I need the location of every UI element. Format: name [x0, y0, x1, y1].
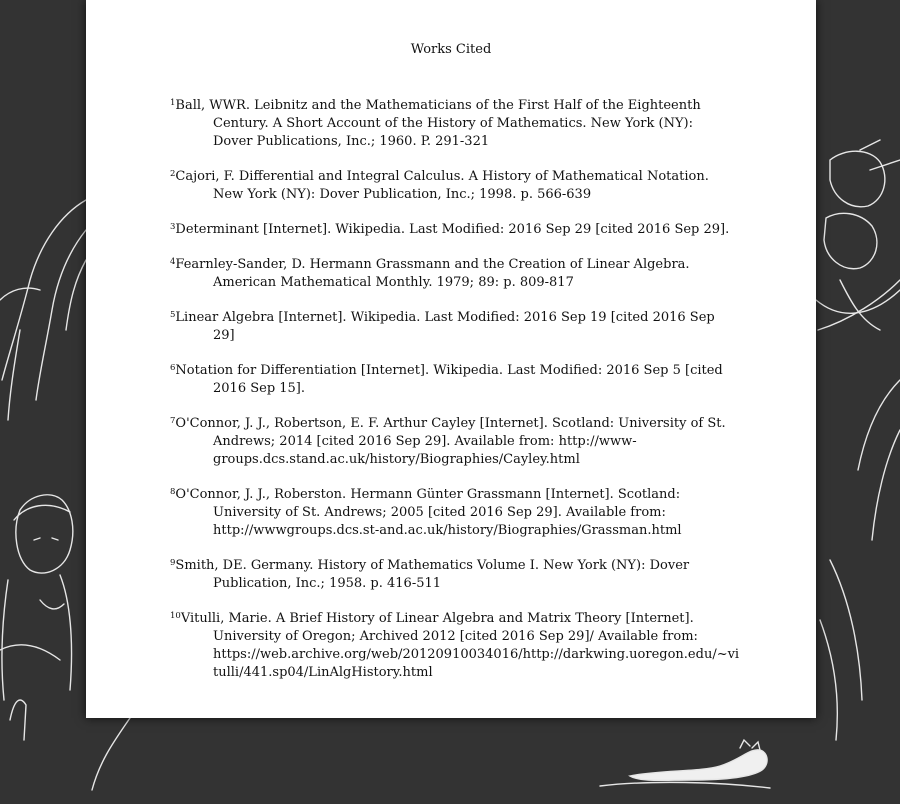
reference-number: 4: [170, 257, 176, 267]
reference-entry: [170, 412, 730, 469]
reference-number: 3: [170, 222, 176, 232]
reference-text: O'Connor, J. J., Roberston. Hermann Günter Grassmann [Internet]. Scotland: University of St. Andrews; 2005 [cited 2016 Sep 29]. Available from: http://wwwgroups.dcs.st-and.ac.uk/history/Biographies/Grassman.html: [175, 487, 682, 538]
reference-text: Ball, WWR. Leibnitz and the Mathematicians of the First Half of the Eighteenth Century. A Short Account of the History of Mathematics. New York (NY): Dover Publications, Inc.; 1960. P. 291-321: [175, 98, 701, 149]
reference-text: O'Connor, J. J., Robertson, E. F. Arthur Cayley [Internet]. Scotland: University of St. Andrews; 2014 [cited 2016 Sep 29]. Available from: http://www-groups.dcs.stand.ac.uk/history/Biographies/Cayley.html: [175, 416, 726, 467]
reference-number: 2: [170, 169, 176, 179]
reference-text: Determinant [Internet]. Wikipedia. Last Modified: 2016 Sep 29 [cited 2016 Sep 29].: [175, 222, 730, 237]
reference-number: 1: [170, 98, 176, 108]
reference-entry: [170, 554, 730, 593]
page-title: Works Cited: [410, 42, 492, 57]
reference-text: Smith, DE. Germany. History of Mathematics Volume I. New York (NY): Dover Publication, Inc.; 1958. p. 416-511: [175, 558, 690, 591]
reference-text: Vitulli, Marie. A Brief History of Linear Algebra and Matrix Theory [Internet]. University of Oregon; Archived 2012 [cited 2016 Sep 29]/ Available from: https://web.archive.org/web/20120910034016/http://darkwing.uoregon.edu/~vi tulli/441.sp04/LinAlgHistory.html: [180, 611, 740, 680]
reference-entry: [170, 94, 730, 151]
reference-number: 6: [170, 363, 176, 373]
reference-number: 7: [170, 416, 176, 426]
reference-number: 9: [170, 558, 176, 568]
reference-text: Cajori, F. Differential and Integral Calculus. A History of Mathematical Notation. New York (NY): Dover Publication, Inc.; 1998. p. 566-639: [175, 169, 709, 202]
reference-entry: [170, 483, 730, 540]
reference-entry: [170, 306, 730, 345]
reference-number: 10: [170, 611, 181, 621]
reference-number: 5: [170, 310, 176, 320]
reference-entry: [170, 607, 740, 682]
reference-text: Linear Algebra [Internet]. Wikipedia. Last Modified: 2016 Sep 19 [cited 2016 Sep 29]: [175, 310, 715, 343]
reference-number: 8: [170, 487, 176, 497]
works-cited-page: [86, 0, 816, 718]
reference-entry: [170, 253, 730, 292]
reference-text: Notation for Differentiation [Internet]. Wikipedia. Last Modified: 2016 Sep 5 [cited 2016 Sep 15].: [175, 363, 723, 396]
reference-text: Fearnley-Sander, D. Hermann Grassmann and the Creation of Linear Algebra. American Mathematical Monthly. 1979; 89: p. 809-817: [175, 257, 690, 290]
reference-entry: [170, 218, 730, 239]
reference-list: [170, 94, 740, 696]
reference-entry: [170, 165, 730, 204]
reference-entry: [170, 359, 730, 398]
